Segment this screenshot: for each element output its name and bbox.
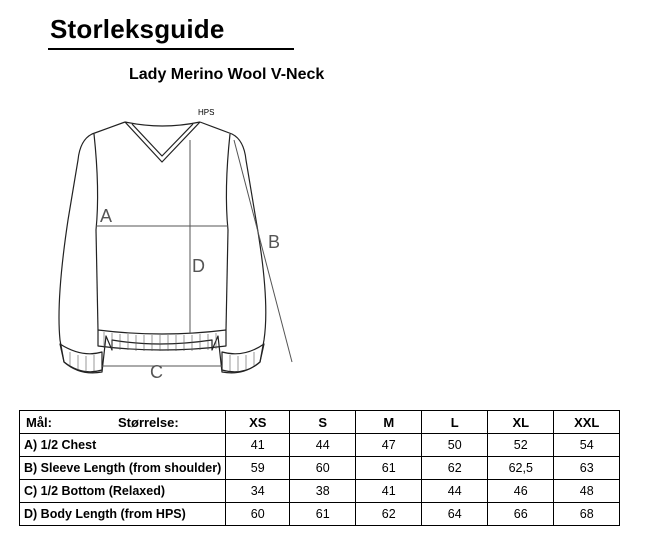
label-b: B	[268, 232, 281, 252]
table-cell: 66	[488, 503, 554, 526]
table-cell: 60	[290, 457, 356, 480]
hps-label: HPS	[198, 108, 215, 117]
table-cell: 52	[488, 434, 554, 457]
label-c: C	[150, 362, 163, 382]
size-header-m: M	[356, 411, 422, 434]
table-cell: 59	[226, 457, 290, 480]
size-header-xl: XL	[488, 411, 554, 434]
table-cell: 68	[554, 503, 620, 526]
table-cell: 62,5	[488, 457, 554, 480]
table-cell: 34	[226, 480, 290, 503]
table-cell: 41	[226, 434, 290, 457]
sweater-collar	[125, 122, 200, 126]
table-row	[20, 480, 620, 503]
table-cell: 50	[422, 434, 488, 457]
table-cell: 47	[356, 434, 422, 457]
table-cell: 54	[554, 434, 620, 457]
sleeve-measure-line	[234, 140, 292, 362]
sweater-diagram	[40, 100, 310, 390]
table-cell: 44	[422, 480, 488, 503]
size-header-xxl: XXL	[554, 411, 620, 434]
table-cell: 62	[422, 457, 488, 480]
size-heading: Størrelse:	[118, 415, 179, 430]
table-cell: 61	[356, 457, 422, 480]
left-cuff	[60, 344, 102, 372]
table-cell: 63	[554, 457, 620, 480]
label-a: A	[100, 206, 113, 226]
table-row	[20, 434, 620, 457]
page-title: Storleksguide	[50, 14, 225, 44]
table-row	[20, 503, 620, 526]
table-cell: 61	[290, 503, 356, 526]
table-cell: 44	[290, 434, 356, 457]
sweater-body	[59, 122, 266, 373]
header-cell-measure	[20, 411, 226, 434]
sweater-hem	[98, 330, 226, 350]
table-cell: 62	[356, 503, 422, 526]
table-row	[20, 457, 620, 480]
table-cell: 60	[226, 503, 290, 526]
row-label-sleeve: B) Sleeve Length (from shoulder)	[20, 457, 226, 480]
table-cell: 64	[422, 503, 488, 526]
size-table	[19, 410, 620, 526]
label-d: D	[192, 256, 205, 276]
size-header-l: L	[422, 411, 488, 434]
right-cuff	[222, 344, 264, 372]
title-underline	[48, 48, 294, 50]
measure-heading: Mål:	[26, 415, 52, 430]
table-cell: 41	[356, 480, 422, 503]
table-cell: 38	[290, 480, 356, 503]
table-cell: 48	[554, 480, 620, 503]
table-header-row	[20, 411, 620, 434]
row-label-bottom: C) 1/2 Bottom (Relaxed)	[20, 480, 226, 503]
row-label-chest: A) 1/2 Chest	[20, 434, 226, 457]
size-header-s: S	[290, 411, 356, 434]
product-name: Lady Merino Wool V-Neck	[129, 66, 325, 83]
table-cell: 46	[488, 480, 554, 503]
row-label-length: D) Body Length (from HPS)	[20, 503, 226, 526]
size-header-xs: XS	[226, 411, 290, 434]
